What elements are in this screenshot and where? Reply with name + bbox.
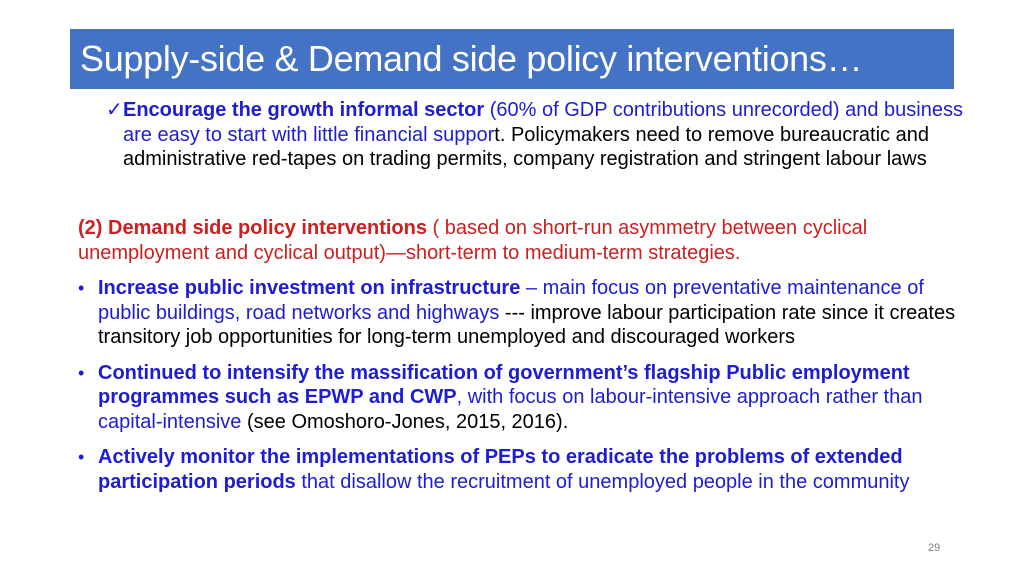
section-heading: [78, 216, 968, 265]
title-bar: [70, 29, 954, 89]
bullet-black: --- improve labour participation rate since it creates transitory job opportunities for long-term unemployed and discouraged workers: [98, 301, 956, 348]
section-heading-rest: ( based on short-run asymmetry between cyclical unemployment and cyclical output)—short-term to medium-term strategies.: [78, 217, 868, 264]
list-item: [78, 276, 968, 350]
section-heading-bold: (2) Demand side policy interventions: [78, 217, 427, 239]
check-item-blue: (60% of GDP contributions unrecorded) and business are easy to start with little financial suppor: [123, 99, 963, 146]
check-item-text: [106, 98, 976, 172]
bullet-icon: •: [78, 362, 85, 383]
demand-side-section: [78, 216, 968, 494]
bullet-blue: – main focus on preventative maintenance of public buildings, road networks and highways: [98, 277, 924, 324]
bullet-blue: , with focus on labour-intensive approach rather than capital-intensive: [98, 386, 923, 433]
check-item-bold: Encourage the growth informal sector: [123, 99, 485, 121]
check-item: [106, 98, 976, 172]
bullet-blue: that disallow the recruitment of unemployed people in the community: [295, 470, 910, 493]
page-number: 29: [928, 542, 941, 554]
bullet-bold: Increase public investment on infrastructure: [98, 277, 521, 299]
bullet-list: [78, 276, 968, 494]
bullet-black: (see Omoshoro-Jones, 2015, 2016).: [241, 410, 569, 433]
slide-title: Supply-side & Demand side policy interventions…: [80, 38, 863, 79]
checkmark-icon: ✓: [106, 99, 123, 121]
bullet-icon: •: [78, 278, 85, 298]
check-item-black: t. Policymakers need to remove bureaucratic and administrative red-tapes on trading permits, company registration and stringent labour laws: [123, 123, 929, 170]
bullet-icon: •: [78, 447, 85, 467]
list-item: [78, 361, 968, 435]
list-item: [78, 445, 968, 494]
bullet-bold: Actively monitor the implementations of PEPs to eradicate the problems of extended participation periods: [98, 446, 903, 493]
bullet-bold: Continued to intensify the massification of government’s flagship Public employment programmes such as EPWP and CWP: [98, 361, 910, 408]
